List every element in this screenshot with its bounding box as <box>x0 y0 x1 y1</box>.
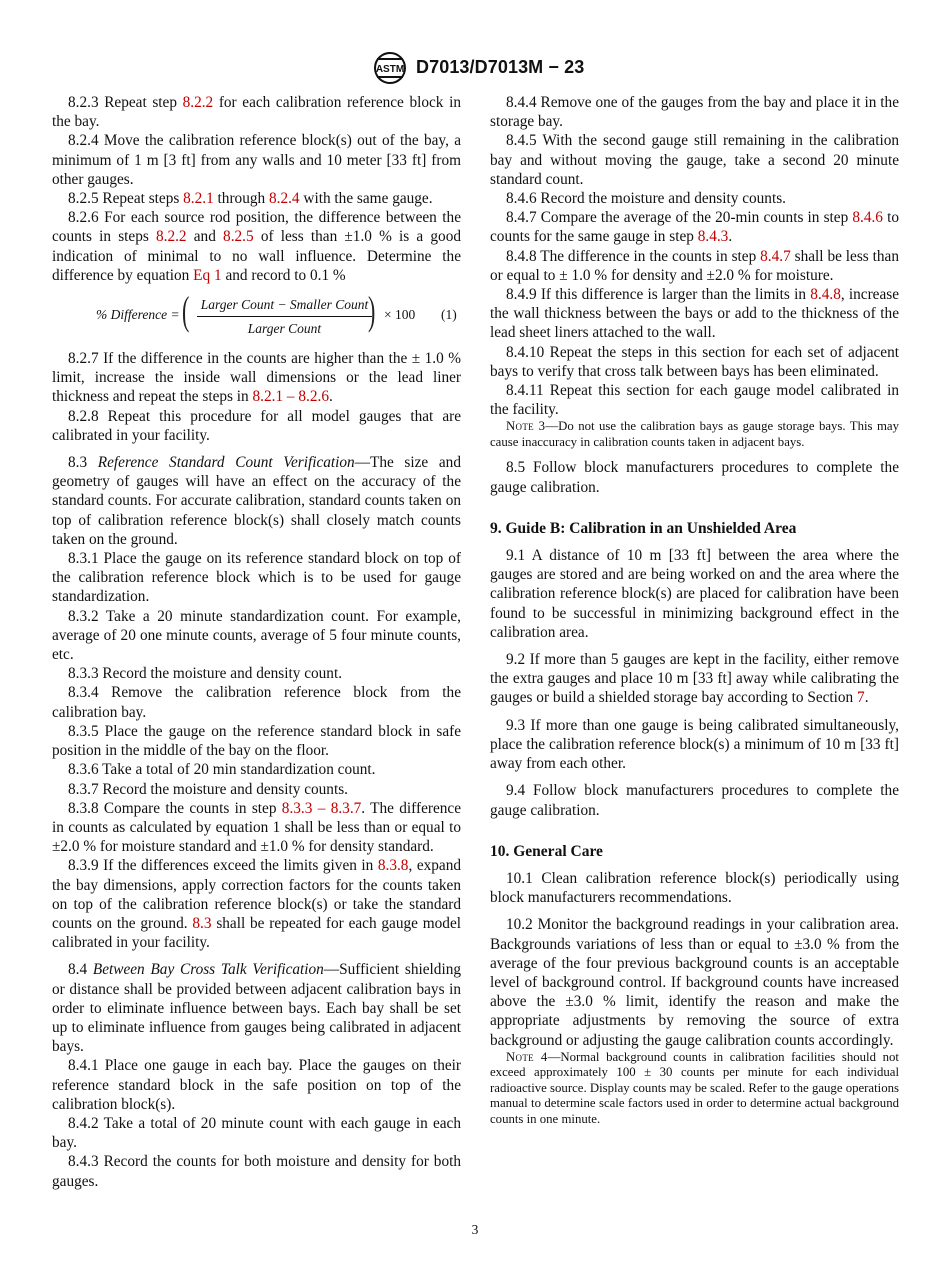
paragraph-8-4-6: 8.4.6 Record the moisture and density counts. <box>506 190 786 208</box>
ref-link[interactable]: 8.2.5 <box>223 228 254 246</box>
equation-denominator: Larger Count <box>247 321 322 337</box>
equation-lhs: % Difference = <box>96 307 180 323</box>
ref-link[interactable]: 8.4.8 <box>810 286 841 304</box>
paragraph-8-3-1: 8.3.1 Place the gauge on its reference standard block on top of the calibration reference block which is to be used for gauge standardization. <box>52 550 461 606</box>
ref-link[interactable]: Eq 1 <box>193 266 222 284</box>
equation-number: (1) <box>441 307 457 323</box>
equation-multiplier: × 100 <box>384 307 416 323</box>
ref-link[interactable]: 8.4.7 <box>760 247 791 265</box>
astm-logo-icon <box>371 51 409 85</box>
logo-text: ASTM <box>375 64 405 75</box>
document-designation: D7013/D7013M − 23 <box>416 57 585 77</box>
ref-link[interactable]: 7 <box>857 689 865 707</box>
paragraph-8-3-2: 8.3.2 Take a 20 minute standardization count. For example, average of 20 one minute counts, average of 5 four minute counts, etc. <box>52 607 461 664</box>
paragraph-8-3-5: 8.3.5 Place the gauge on the reference standard block in safe position in the middle of the bay on the floor. <box>52 722 461 760</box>
section-9-heading: 9. Guide B: Calibration in an Unshielded Area <box>490 519 797 537</box>
ref-link[interactable]: 8.2.2 <box>182 94 214 111</box>
paragraph-9-4: 9.4 Follow block manufacturers procedures to complete the gauge calibration. <box>490 782 899 819</box>
ref-link[interactable]: 8.2.1 – 8.2.6 <box>252 388 329 406</box>
left-column <box>52 93 461 1191</box>
ref-link[interactable]: 8.3.3 – 8.3.7 <box>281 799 362 817</box>
equation-fraction <box>197 295 372 338</box>
paragraph-8-2-3: 8.2.3 Repeat step 8.2.2 for each calibration reference block in the bay. <box>52 94 461 131</box>
ref-link[interactable]: 8.3 <box>192 914 212 932</box>
ref-link[interactable]: 8.2.2 <box>155 228 187 246</box>
paragraph-8-5: 8.5 Follow block manufacturers procedures to complete the gauge calibration. <box>490 459 899 496</box>
paragraph-8-3-6: 8.3.6 Take a total of 20 min standardization count. <box>68 761 376 779</box>
ref-link[interactable]: 8.3.8 <box>377 857 409 875</box>
equation-numerator: Larger Count − Smaller Count <box>197 295 372 317</box>
paragraph-8-2-5: 8.2.5 Repeat steps 8.2.1 through 8.2.4 with the same gauge. <box>68 190 433 208</box>
paragraph-8-4: 8.4 Between Bay Cross Talk Verification—Sufficient shielding or distance shall be provided between adjacent calibration bays in order to eliminate influence between bays. Each bay shall be set up to eliminate influence from gauges being calibrated in adjacent bays. <box>52 961 461 1056</box>
paragraph-8-3-9: 8.3.9 If the differences exceed the limits given in 8.3.8, expand the bay dimensions, apply correction factors for the counts taken on top of the calibration reference block(s) or take the standard counts on the ground. 8.3 shall be repeated for each gauge model calibrated in your facility. <box>52 857 461 952</box>
note-3: Note 3—Do not use the calibration bays as gauge storage bays. This may cause inaccuracy in calibration counts taken in adjacent bays. <box>490 419 899 449</box>
paragraph-8-4-8: 8.4.8 The difference in the counts in step 8.4.7 shall be less than or equal to ± 1.0 % for density and ±2.0 % for moisture. <box>490 247 899 284</box>
note-4: Note 4—Normal background counts in calibration facilities should not exceed approximately 100 ± 30 counts per minute for each individual radioactive source. Display counts may be scaled. Refer to the gauge operations manual to determine scale factors used in order to determine actual background counts in one minute. <box>490 1049 900 1126</box>
paragraph-8-2-6: 8.2.6 For each source rod position, the difference between the counts in steps 8.2.2 and 8.2.5 of less than ±1.0 % is a good indication of minimal to no wall influence. Determine the difference by equation Eq 1 and record to 0.1 % <box>52 209 461 284</box>
paragraph-8-4-9: 8.4.9 If this difference is larger than the limits in 8.4.8, increase the wall thickness between the bays or add to the thickness of the lead sheet liners attached to the wall. <box>490 286 899 342</box>
ref-link[interactable]: 8.2.1 <box>183 190 214 208</box>
paragraph-8-4-4: 8.4.4 Remove one of the gauges from the bay and place it in the storage bay. <box>490 94 899 131</box>
page-number: 3 <box>471 1222 479 1237</box>
paragraph-8-4-1: 8.4.1 Place one gauge in each bay. Place the gauges on their reference standard block in the safe position on top of the calibration block(s). <box>52 1057 461 1113</box>
paragraph-8-4-11: 8.4.11 Repeat this section for each gauge model calibrated in the facility. <box>490 382 899 419</box>
paragraph-9-3: 9.3 If more than one gauge is being calibrated simultaneously, place the calibration reference block(s) a minimum of 10 m [33 ft] away from each other. <box>490 716 899 773</box>
paragraph-8-4-7: 8.4.7 Compare the average of the 20-min counts in step 8.4.6 to counts for the same gauge in step 8.4.3. <box>490 209 899 246</box>
right-column <box>490 93 899 1127</box>
paragraph-8-3-4: 8.3.4 Remove the calibration reference block from the calibration bay. <box>52 684 461 721</box>
paragraph-8-3-3: 8.3.3 Record the moisture and density count. <box>68 665 343 683</box>
page-header <box>0 50 950 86</box>
paragraph-8-2-8: 8.2.8 Repeat this procedure for all model gauges that are calibrated in your facility. <box>52 407 461 444</box>
paragraph-9-1: 9.1 A distance of 10 m [33 ft] between the area where the gauges are stored and are being worked on and the area where the calibration reference block(s) are placed for calibration have been found to be successful in minimizing background effect in the calibration area. <box>490 547 899 641</box>
paragraph-9-2: 9.2 If more than 5 gauges are kept in the facility, either remove the extra gauges and place 10 m [33 ft] away while calibrating the gauges or build a shielded storage bay according to Section 7. <box>490 651 899 707</box>
ref-link[interactable]: 8.4.6 <box>852 209 883 227</box>
paragraph-10-2: 10.2 Monitor the background readings in your calibration area. Backgrounds variations of less than or equal to ±3.0 % from the average of the four previous background counts is an acceptable level of background control. If background counts have increased above the ±3.0 % limit, identify the reason and make the appropriate adjustments by removing the source of extra background or adjusting the gauge calibration counts accordingly. <box>490 916 899 1049</box>
ref-link[interactable]: 8.4.3 <box>697 228 729 246</box>
ref-link[interactable]: 8.2.4 <box>268 190 300 208</box>
paragraph-8-4-3: 8.4.3 Record the counts for both moisture and density for both gauges. <box>52 1153 461 1190</box>
paragraph-8-2-4: 8.2.4 Move the calibration reference block(s) out of the bay, a minimum of 1 m [3 ft] from any walls and 10 meter [33 ft] from other gauges. <box>52 132 461 188</box>
paragraph-8-2-7: 8.2.7 If the difference in the counts are higher than the ± 1.0 % limit, increase the inside wall dimensions or the lead liner thickness and repeat the steps in 8.2.1 – 8.2.6. <box>52 350 461 406</box>
right-paren: ) <box>367 288 376 334</box>
left-paren: ( <box>181 288 190 334</box>
paragraph-8-4-2: 8.4.2 Take a total of 20 minute count with each gauge in each bay. <box>52 1114 461 1152</box>
equation-1 <box>52 288 461 343</box>
paragraph-8-3-8: 8.3.8 Compare the counts in step 8.3.3 – 8.3.7. The difference in counts as calculated by equation 1 shall be less than or equal to ±2.0 % for moisture standard and ±1.0 % for density standard. <box>52 799 461 856</box>
section-10-heading: 10. General Care <box>490 842 603 860</box>
paragraph-8-3-7: 8.3.7 Record the moisture and density counts. <box>68 780 348 798</box>
paragraph-8-3: 8.3 Reference Standard Count Verification—The size and geometry of gauges will have an effect on the accuracy of the standard counts. For accurate calibration, standard counts taken on top of calibration reference block(s) shall closely match counts taken on the ground. <box>52 454 461 548</box>
paragraph-10-1: 10.1 Clean calibration reference block(s) periodically using block manufacturers recommendations. <box>490 869 899 907</box>
paragraph-8-4-10: 8.4.10 Repeat the steps in this section for each set of adjacent bays to verify that cross talk between bays has been eliminated. <box>490 343 899 380</box>
paragraph-8-4-5: 8.4.5 With the second gauge still remaining in the calibration bay and without moving the gauge, take a second 20 minute standard count. <box>490 132 899 188</box>
